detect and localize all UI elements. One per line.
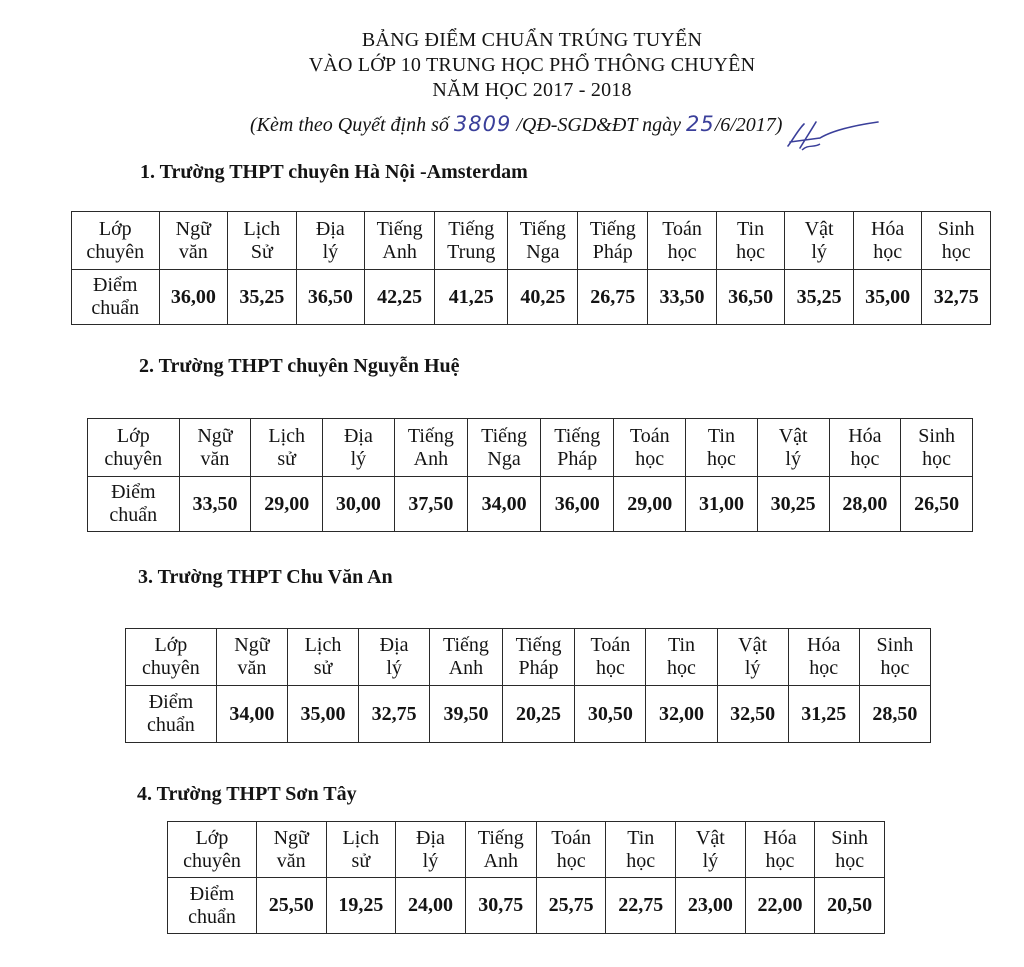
subject-header [757,419,829,477]
subject-name-line: Tin [737,217,765,240]
cutoff-score: 37,50 [394,477,467,532]
subject-name-line: văn [200,447,230,470]
subject-header [179,419,251,477]
cutoff-score-row [72,270,991,325]
cutoff-score: 36,50 [296,270,365,325]
subject-name-line: sử [313,657,333,679]
subject-name-line: Anh [483,849,519,872]
subject-header [536,822,606,878]
school-heading: 4. Trường THPT Sơn Tây [137,783,357,805]
school-heading: 3. Trường THPT Chu Văn An [138,566,393,588]
subject-header [575,629,646,686]
row-label-class [126,629,217,686]
subject-header [394,419,467,477]
cutoff-score: 32,75 [922,270,991,325]
subject-name-line: lý [386,657,402,679]
label-line: chuẩn [91,297,140,319]
subject-name-line: Anh [382,240,417,263]
subject-name-line: lý [744,657,761,679]
label-line: Lớp [195,826,229,849]
subject-name-line: học [635,447,665,470]
cutoff-score: 22,75 [606,878,676,934]
score-table [87,418,973,532]
subject-name-line: Hóa [807,634,841,656]
subject-name-line: sử [351,849,371,872]
cutoff-score: 35,00 [287,686,358,743]
subject-name-line: Nga [487,447,521,470]
subject-name-line: Tiếng [407,424,454,447]
subject-name-line: học [809,657,839,679]
subject-name-line: Hóa [763,826,797,849]
cutoff-score: 40,25 [508,270,578,325]
subject-name-line: Pháp [557,447,598,470]
subject-header [646,629,717,686]
subject-header [676,822,746,878]
cutoff-score: 25,75 [536,878,606,934]
subject-name-line: Tin [667,634,696,656]
school-year: NĂM HỌC 2017 - 2018 [432,79,632,101]
label-line: chuyên [86,240,145,263]
cutoff-score: 42,25 [365,270,435,325]
subject-header [829,419,901,477]
subject-name-line: Địa [416,826,445,849]
subject-header-row [72,212,991,270]
cutoff-score: 35,25 [785,270,854,325]
subject-header [465,822,536,878]
subject-name-line: lý [322,240,339,263]
subject-name-line: Địa [343,424,373,447]
cutoff-score: 31,25 [788,686,859,743]
handwritten-signature [780,108,890,158]
row-label-class [72,212,160,270]
row-label-class [168,822,257,878]
score-table [125,628,931,743]
subject-header [717,629,788,686]
subject-name-line: văn [276,849,306,872]
subject-name-line: học [595,657,625,679]
cutoff-score-row [88,477,973,532]
subject-name-line: học [922,447,952,470]
subject-name-line: Tiếng [481,424,528,447]
subject-name-line: Anh [413,447,449,470]
subject-header [859,629,930,686]
label-line: chuẩn [109,504,158,526]
subject-name-line: lý [350,447,367,470]
subject-header [326,822,396,878]
decision-prefix: (Kèm theo Quyết định số [250,114,449,136]
subject-header [508,212,578,270]
subject-name-line: Vật [738,634,768,656]
subject-header [901,419,973,477]
subject-name-line: Lịch [342,826,380,849]
subject-name-line: Trung [447,240,496,263]
subject-name-line: Hóa [848,424,882,447]
subject-header [159,212,228,270]
subject-name-line: học [850,447,880,470]
subject-header [578,212,648,270]
subject-name-line: Tin [627,826,655,849]
subject-name-line: Toán [662,217,702,240]
subject-header [256,822,326,878]
subject-name-line: Lịch [304,634,342,656]
subject-header-row [126,629,931,686]
subject-header [251,419,323,477]
cutoff-score: 22,00 [745,878,815,934]
subject-header [815,822,885,878]
score-table [167,821,885,934]
subject-header-row [88,419,973,477]
cutoff-score: 34,00 [216,686,287,743]
subject-name-line: học [880,657,910,679]
label-line: Lớp [116,424,150,447]
cutoff-score-row [168,878,885,934]
subject-header [853,212,922,270]
decision-day: 25 [685,112,715,136]
label-line: chuẩn [147,714,195,736]
subject-header [648,212,717,270]
row-label-score [88,477,180,532]
subject-header [606,822,676,878]
cutoff-score: 36,00 [159,270,228,325]
subject-name-line: Ngữ [273,826,309,849]
document-title: BẢNG ĐIỂM CHUẨN TRÚNG TUYỂN [361,29,703,51]
subject-name-line: Ngữ [175,217,211,240]
document-title-line-2: VÀO LỚP 10 TRUNG HỌC PHỔ THÔNG CHUYÊN [308,54,756,76]
label-line: chuẩn [188,905,236,928]
subject-name-line: văn [178,240,208,263]
cutoff-score: 32,50 [717,686,788,743]
subject-name-line: học [736,240,766,263]
cutoff-score: 35,00 [853,270,922,325]
subject-name-line: lý [422,849,439,872]
subject-name-line: Lịch [243,217,281,240]
subject-name-line: học [667,657,696,679]
decision-middle: /QĐ-SGD&ĐT ngày [516,114,681,136]
subject-name-line: Ngữ [197,424,233,447]
subject-name-line: Hóa [870,217,905,240]
subject-header [435,212,508,270]
subject-name-line: học [556,849,586,872]
subject-header [785,212,854,270]
label-line: chuyên [183,849,241,872]
subject-name-line: Sinh [918,424,955,447]
cutoff-score-row [126,686,931,743]
cutoff-score: 35,25 [228,270,297,325]
subject-name-line: học [707,447,736,470]
subject-name-line: học [626,849,656,872]
cutoff-score: 30,50 [575,686,646,743]
subject-name-line: học [835,849,865,872]
subject-name-line: Sinh [937,217,975,240]
subject-name-line: Pháp [592,240,633,263]
cutoff-score: 33,50 [179,477,251,532]
label-line: Điểm [148,691,194,713]
subject-name-line: Sử [250,240,273,263]
label-line: Lớp [98,217,132,240]
subject-header [228,212,297,270]
cutoff-score: 26,50 [901,477,973,532]
row-label-score [72,270,160,325]
subject-name-line: học [873,240,903,263]
subject-name-line: Toán [629,424,670,447]
subject-header [467,419,540,477]
subject-name-line: lý [811,240,827,263]
cutoff-score: 29,00 [251,477,323,532]
cutoff-score: 24,00 [396,878,466,934]
row-label-score [168,878,257,934]
subject-name-line: Tiếng [442,634,489,656]
cutoff-score: 20,25 [502,686,575,743]
subject-name-line: Tiếng [515,634,562,656]
subject-header [686,419,758,477]
cutoff-score: 34,00 [467,477,540,532]
cutoff-score: 23,00 [676,878,746,934]
decision-number: 3809 [453,112,512,136]
label-line: Điểm [189,882,235,905]
label-line: Điểm [93,274,138,296]
subject-name-line: lý [702,849,719,872]
subject-header [323,419,395,477]
subject-header [359,629,430,686]
cutoff-score: 19,25 [326,878,396,934]
subject-header [430,629,503,686]
cutoff-score: 25,50 [256,878,326,934]
cutoff-score: 36,50 [716,270,785,325]
cutoff-score: 30,00 [323,477,395,532]
decision-reference [250,112,782,137]
subject-header [365,212,435,270]
subject-name-line: Tiếng [448,217,495,240]
subject-name-line: Anh [448,657,484,679]
subject-header [502,629,575,686]
cutoff-score: 30,75 [465,878,536,934]
subject-name-line: văn [237,657,267,679]
decision-date-suffix: /6/2017) [714,114,783,136]
subject-name-line: Địa [379,634,409,656]
cutoff-score: 32,00 [646,686,717,743]
row-label-class [88,419,180,477]
subject-name-line: Tiếng [519,217,566,240]
subject-name-line: Tiếng [554,424,601,447]
cutoff-score: 32,75 [359,686,430,743]
subject-name-line: Toán [551,826,591,849]
cutoff-score: 26,75 [578,270,648,325]
cutoff-score: 39,50 [430,686,503,743]
cutoff-score: 30,25 [757,477,829,532]
subject-header [614,419,686,477]
subject-header-row [168,822,885,878]
subject-header [296,212,365,270]
subject-header [788,629,859,686]
subject-name-line: Toán [590,634,631,656]
subject-name-line: Vật [778,424,808,447]
subject-name-line: Tiếng [477,826,524,849]
cutoff-score: 36,00 [541,477,614,532]
subject-name-line: Sinh [876,634,914,656]
subject-name-line: Tiếng [376,217,423,240]
label-line: chuyên [142,657,200,679]
cutoff-score: 29,00 [614,477,686,532]
subject-name-line: học [765,849,795,872]
label-line: chuyên [104,447,163,470]
subject-name-line: Nga [526,240,560,263]
subject-name-line: học [941,240,971,263]
cutoff-score: 41,25 [435,270,508,325]
subject-name-line: Ngữ [234,634,270,656]
subject-name-line: Tiếng [589,217,636,240]
subject-header [287,629,358,686]
label-line: Lớp [154,634,188,656]
subject-header [745,822,815,878]
subject-name-line: Vật [695,826,725,849]
subject-name-line: Địa [315,217,345,240]
row-label-score [126,686,217,743]
subject-name-line: Tin [707,424,735,447]
subject-name-line: Sinh [831,826,868,849]
subject-header [216,629,287,686]
label-line: Điểm [111,481,156,503]
subject-header [922,212,991,270]
school-heading: 2. Trường THPT chuyên Nguyễn Huệ [139,355,460,377]
cutoff-score: 28,00 [829,477,901,532]
cutoff-score: 31,00 [686,477,758,532]
school-heading: 1. Trường THPT chuyên Hà Nội -Amsterdam [140,161,528,183]
subject-name-line: lý [785,447,801,470]
subject-name-line: học [667,240,697,263]
cutoff-score: 33,50 [648,270,717,325]
subject-header [541,419,614,477]
subject-name-line: Pháp [518,657,559,679]
score-table [71,211,991,325]
subject-name-line: Lịch [268,424,306,447]
subject-name-line: Vật [804,217,834,240]
subject-header [396,822,466,878]
subject-header [716,212,785,270]
cutoff-score: 28,50 [859,686,930,743]
subject-name-line: sử [277,447,296,470]
cutoff-score: 20,50 [815,878,885,934]
